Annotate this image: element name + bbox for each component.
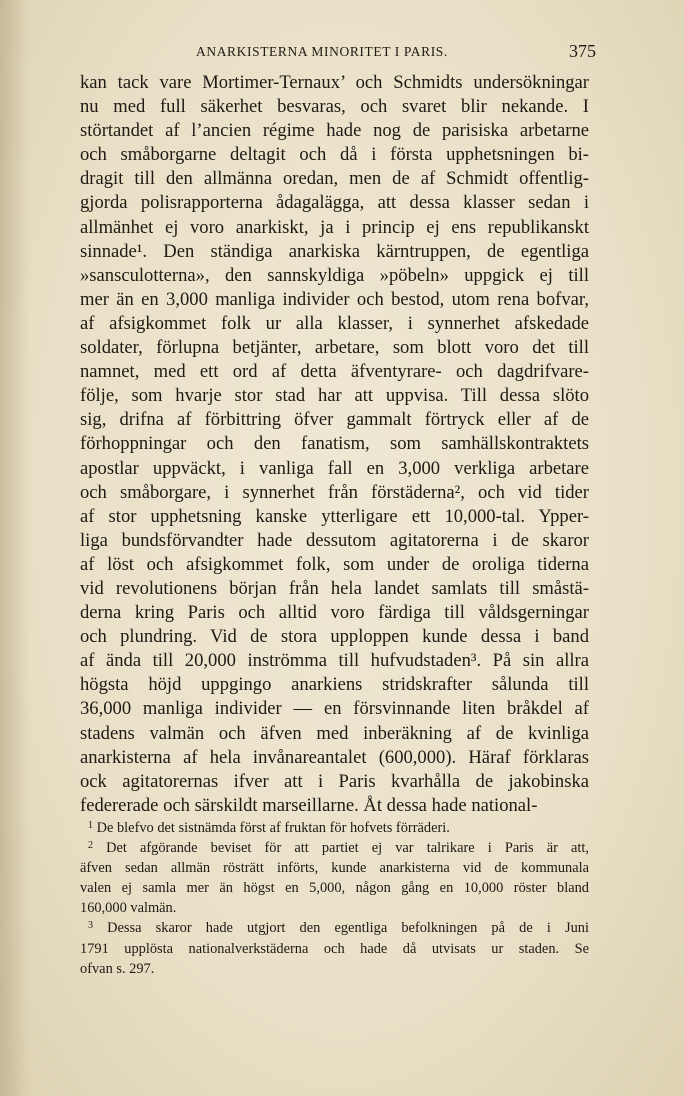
body-line: af löst och afsigkommet folk, som under de oroliga tiderna: [80, 553, 589, 575]
body-line: federerade och särskildt marseillarne. Åt dessa hade national-: [80, 794, 538, 816]
body-line: kan tack vare Mortimer-Ternaux’ och Schmidts undersökningar: [80, 72, 589, 93]
footnote-mark: 3: [88, 920, 93, 932]
footnote-mark: 1: [88, 820, 93, 831]
body-line: gjorda polisrapporterna ådagalägga, att dessa klasser sedan i: [80, 192, 589, 214]
body-line: mer än en 3,000 manliga individer och bestod, utom rena bofvar,: [80, 288, 589, 310]
body-line: stadens valmän och äfven med inberäkning af de kvinliga: [80, 722, 589, 744]
running-head: ANARKISTERNA MINORITET I PARIS.: [196, 44, 448, 59]
body-line: af afsigkommet folk ur alla klasser, i synnerhet afskedade: [80, 312, 589, 334]
body-line: dragit till den allmänna oredan, men de af Schmidt offentlig-: [80, 168, 589, 190]
footnote-text: valen ej samla mer än högst en 5,000, någon gång en 10,000 röster bland: [80, 880, 589, 897]
footnote-mark: 2: [88, 840, 93, 852]
body-line: förhoppningar och den fanatism, som samhällskontraktets: [80, 433, 589, 455]
footnote-line: [80, 939, 589, 959]
footnote-line: [80, 818, 589, 838]
footnote-line: [80, 898, 589, 918]
footnote-text: 1791 upplösta nationalverkstäderna och hade då utvisats ur staden. Se: [80, 940, 589, 957]
page-gutter-shadow: [0, 0, 30, 1096]
body-line: högsta höjd uppgingo anarkiens stridskrafter sålunda till: [80, 674, 589, 696]
footnote-text: Det afgörande beviset för att partiet ej var talrikare i Paris är att,: [106, 840, 589, 857]
footnote-line: [80, 959, 589, 979]
body-line: vid revolutionens början från hela landet samlats till småstä-: [80, 577, 589, 599]
page-header: [196, 41, 596, 64]
body-line: sinnade¹. Den ständiga anarkiska kärntruppen, de egentliga: [80, 240, 589, 262]
footnote-text: 160,000 valmän.: [80, 900, 177, 917]
footnote-text: äfven sedan allmän rösträtt införts, kunde anarkisterna vid de kommunala: [80, 860, 589, 877]
footnote-line: [80, 838, 589, 858]
body-line: »sansculotterna», den sannskyldiga »pöbeln» uppgick ej till: [80, 264, 589, 286]
body-line: och småborgare, i synnerhet från förstäderna², och vid tider: [80, 481, 589, 503]
body-line: nu med full säkerhet besvaras, och svaret blir nekande. I: [80, 96, 589, 118]
body-line: derna kring Paris och alltid voro färdiga till våldsgerningar: [80, 602, 589, 624]
body-line: och plundring. Vid de stora upploppen kunde dessa i band: [80, 626, 589, 648]
body-line: af stor upphetsning kanske ytterligare ett 10,000-tal. Ypper-: [80, 505, 589, 527]
body-line: soldater, förlupna betjänter, arbetare, som blott voro det till: [80, 337, 589, 359]
footnote-text: ofvan s. 297.: [80, 960, 155, 977]
body-line: anarkisterna af hela invånareantalet (600,000). Häraf förklaras: [80, 746, 589, 768]
footnote-line: [80, 858, 589, 878]
footnote-text: Dessa skaror hade utgjort den egentliga befolkningen på de i Juni: [107, 920, 589, 937]
body-line: och småborgarne deltagit och då i första upphetsningen bi-: [80, 144, 589, 166]
body-line: allmänhet ej voro anarkiskt, ja i princip ej ens republikanskt: [80, 216, 589, 238]
body-line: störtandet af l’ancien régime hade nog de parisiska arbetarne: [80, 120, 589, 142]
body-text: [80, 71, 589, 818]
body-line: följe, som hvarje stor stad har att uppvisa. Till dessa slöto: [80, 385, 589, 407]
body-line: 36,000 manliga individer — en försvinnande liten bråkdel af: [80, 698, 589, 720]
footnote-line: [80, 918, 589, 938]
footnote-text: De blefvo det sistnämda först af fruktan för hofvets förräderi.: [96, 820, 450, 836]
body-line: liga bundsförvandter hade dessutom agitatorerna i de skaror: [80, 529, 589, 551]
page-number: 375: [569, 41, 596, 61]
body-line: namnet, med ett ord af detta äfventyrare- och dagdrifvare-: [80, 361, 589, 383]
body-line: af ända till 20,000 inströmma till hufvudstaden³. På sin allra: [80, 650, 589, 672]
footnotes: [80, 818, 589, 979]
footnote-line: [80, 878, 589, 898]
body-line: apostlar uppväckt, i vanliga fall en 3,000 verkliga arbetare: [80, 457, 589, 479]
body-line: sig, drifna af förbittring öfver gammalt förtryck eller af de: [80, 409, 589, 431]
body-line: ock agitatorernas ifver att i Paris kvarhålla de jakobinska: [80, 770, 589, 792]
